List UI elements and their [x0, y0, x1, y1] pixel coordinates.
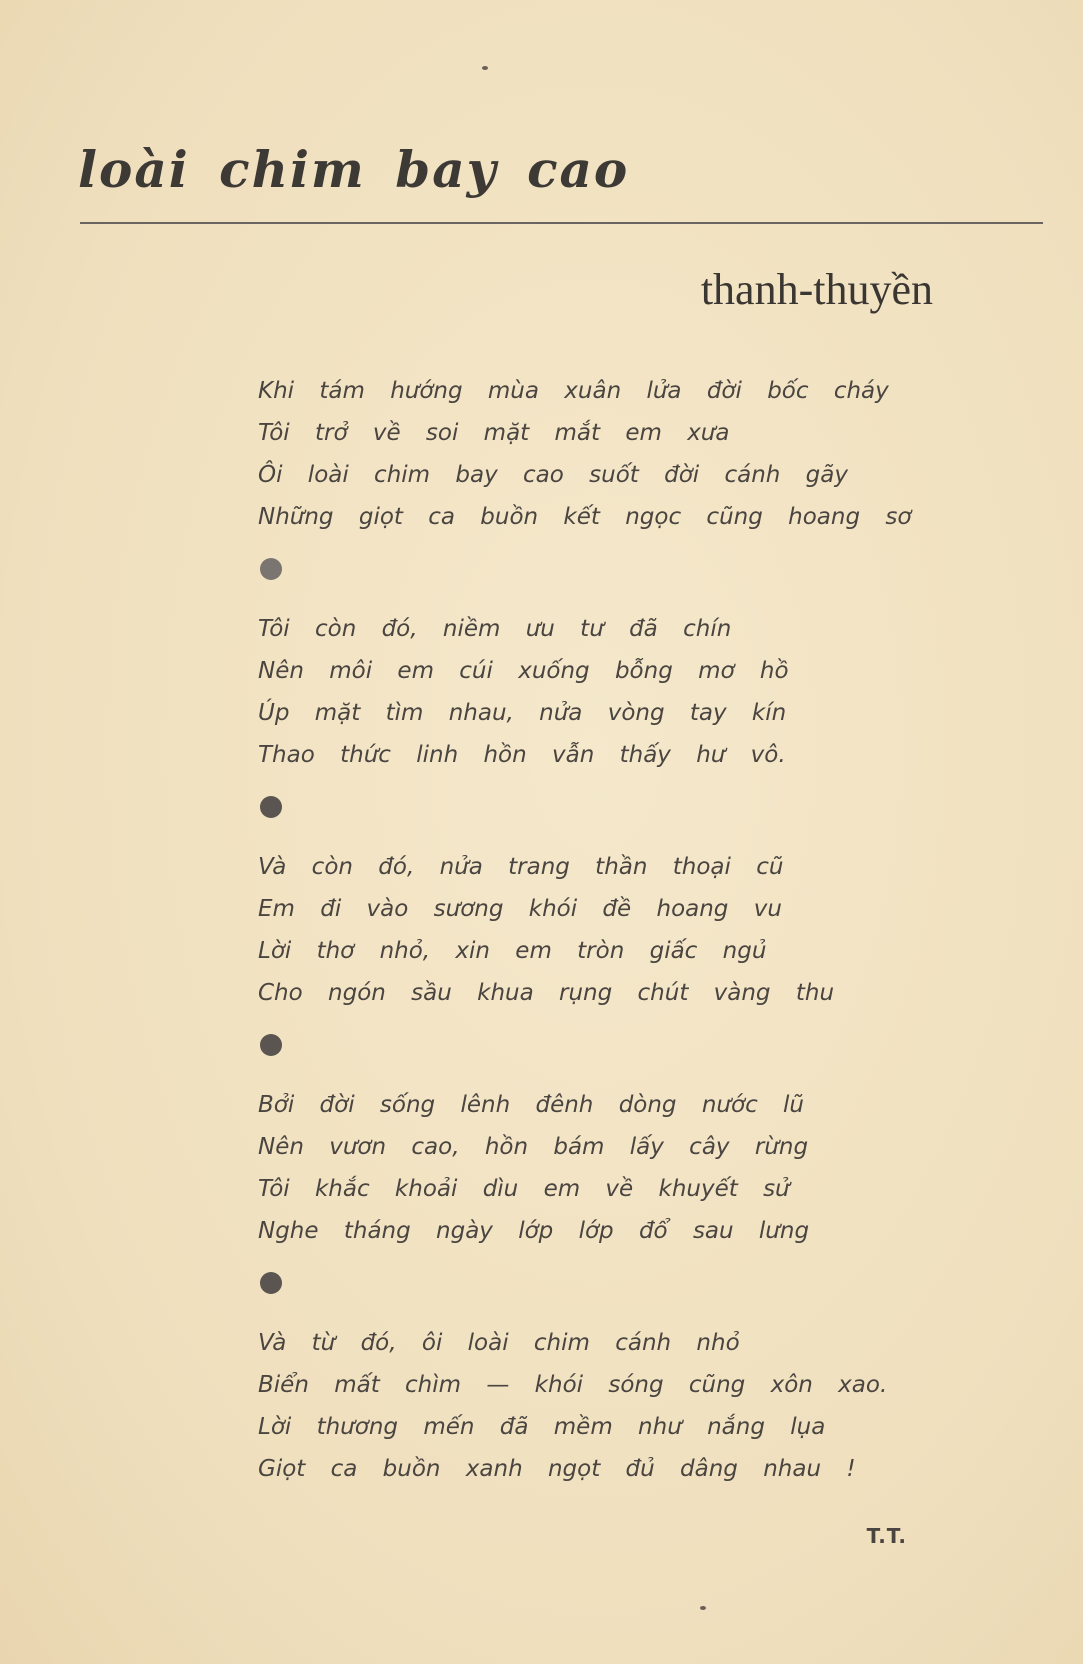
- poem-line: Tôi còn đó, niềm ưu tư đã chín: [258, 616, 732, 642]
- paper-speck: [700, 1606, 706, 1610]
- poem-line: Nghe tháng ngày lớp lớp đổ sau lưng: [258, 1218, 810, 1244]
- stanza: [258, 1084, 978, 1252]
- poem-line: Bởi đời sống lênh đênh dòng nước lũ: [258, 1092, 804, 1118]
- poem-line: Những giọt ca buồn kết ngọc cũng hoang sơ: [258, 504, 912, 530]
- poem-body: [258, 370, 978, 1490]
- poem-line: Úp mặt tìm nhau, nửa vòng tay kín: [258, 700, 787, 726]
- stanza: [258, 370, 978, 538]
- poem-line: Khi tám hướng mùa xuân lửa đời bốc cháy: [258, 378, 889, 404]
- title-divider: [80, 222, 1043, 224]
- poem-line: Thao thức linh hồn vẫn thấy hư vô.: [258, 742, 786, 768]
- poem-line: Và còn đó, nửa trang thần thoại cũ: [258, 854, 784, 880]
- stanza: [258, 608, 978, 776]
- poem-line: Nên vươn cao, hồn bám lấy cây rừng: [258, 1134, 809, 1160]
- stanza-separator-dot: [260, 558, 282, 580]
- stanza-separator-dot: [260, 1272, 282, 1294]
- poem-line: Và từ đó, ôi loài chim cánh nhỏ: [258, 1330, 740, 1356]
- poem-line: Em đi vào sương khói đề hoang vu: [258, 896, 782, 922]
- stanza-separator-dot: [260, 796, 282, 818]
- poem-line: Tôi trở về soi mặt mắt em xưa: [258, 420, 730, 446]
- poem-line: Giọt ca buồn xanh ngọt đủ dâng nhau !: [258, 1456, 856, 1482]
- stanza: [258, 846, 978, 1014]
- poem-line: Ôi loài chim bay cao suốt đời cánh gãy: [258, 462, 848, 488]
- poem-line: Tôi khắc khoải dìu em về khuyết sử: [258, 1176, 790, 1202]
- poem-line: Biển mất chìm — khói sóng cũng xôn xao.: [258, 1372, 888, 1398]
- stanza-separator-dot: [260, 1034, 282, 1056]
- poem-line: Lời thơ nhỏ, xin em tròn giấc ngủ: [258, 938, 767, 964]
- poem-line: Lời thương mến đã mềm như nắng lụa: [258, 1414, 826, 1440]
- poem-title: loài chim bay cao: [78, 140, 630, 199]
- poem-line: Nên môi em cúi xuống bỗng mơ hồ: [258, 658, 789, 684]
- paper-speck: [482, 66, 488, 70]
- stanza: [258, 1322, 978, 1490]
- poem-line: Cho ngón sầu khua rụng chút vàng thu: [258, 980, 835, 1006]
- poem-author: thanh-thuyền: [700, 265, 933, 314]
- poem-signature: T.T.: [866, 1524, 907, 1548]
